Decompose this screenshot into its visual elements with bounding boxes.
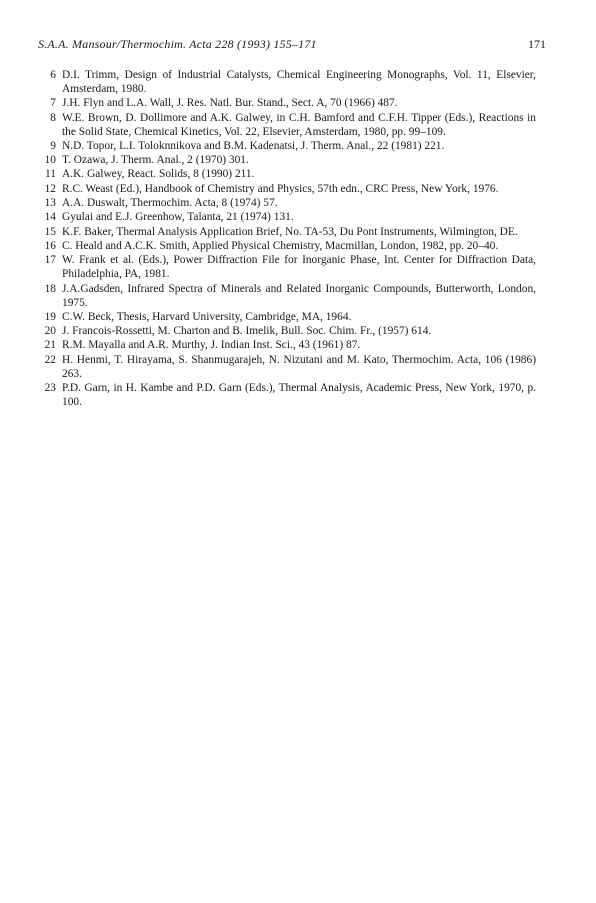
- reference-text: W. Frank et al. (Eds.), Power Diffraction File for Inorganic Phase, Int. Center for Diffraction Data, Philadelphia, PA, 1981.: [62, 254, 536, 281]
- reference-number: 20: [44, 325, 56, 338]
- reference-text: W.E. Brown, D. Dollimore and A.K. Galwey, in C.H. Bamford and C.F.H. Tipper (Eds.), Reactions in the Solid State, Chemical Kinetics, Vol. 22, Elsevier, Amsterdam, 1980, pp. 99–109.: [62, 111, 536, 138]
- running-title: S.A.A. Mansour/Thermochim. Acta 228 (1993) 155–171: [38, 37, 317, 51]
- reference-item: [40, 310, 536, 324]
- reference-number: 21: [44, 339, 56, 352]
- reference-text: A.K. Galwey, React. Solids, 8 (1990) 211.: [62, 168, 255, 181]
- reference-item: [40, 139, 536, 153]
- reference-item: [40, 167, 536, 181]
- reference-text: P.D. Garn, in H. Kambe and P.D. Garn (Eds.), Thermal Analysis, Academic Press, New York, 1970, p. 100.: [62, 382, 536, 409]
- reference-text: C.W. Beck, Thesis, Harvard University, Cambridge, MA, 1964.: [62, 310, 352, 323]
- reference-number: 9: [50, 139, 56, 152]
- reference-item: [40, 111, 536, 139]
- reference-number: 6: [50, 69, 56, 81]
- reference-text: J. Francois-Rossetti, M. Charton and B. Imelik, Bull. Soc. Chim. Fr., (1957) 614.: [62, 325, 432, 338]
- reference-text: K.F. Baker, Thermal Analysis Application Brief, No. TA-53, Du Pont Instruments, Wilmington, DE.: [62, 225, 518, 238]
- reference-text: R.M. Mayalla and A.R. Murthy, J. Indian Inst. Sci., 43 (1961) 87.: [62, 339, 361, 352]
- reference-text: H. Henmi, T. Hirayama, S. Shanmugarajeh, N. Nizutani and M. Kato, Thermochim. Acta, 106 (1986) 263.: [62, 353, 536, 380]
- reference-item: [40, 182, 536, 196]
- reference-number: 18: [44, 282, 56, 295]
- reference-number: 22: [44, 353, 56, 366]
- reference-item: [40, 324, 536, 338]
- reference-number: 23: [44, 382, 56, 395]
- reference-number: 16: [44, 239, 56, 252]
- reference-text: J.H. Flyn and L.A. Wall, J. Res. Natl. Bur. Stand., Sect. A, 70 (1966) 487.: [62, 97, 398, 110]
- reference-item: [40, 196, 536, 210]
- reference-text: T. Ozawa, J. Therm. Anal., 2 (1970) 301.: [62, 154, 249, 167]
- reference-number: 17: [44, 254, 56, 267]
- running-header: [38, 36, 546, 52]
- reference-item: [40, 253, 536, 281]
- reference-text: N.D. Topor, L.I. Toloknnikova and B.M. Kadenatsi, J. Therm. Anal., 22 (1981) 221.: [62, 139, 445, 152]
- reference-text: J.A.Gadsden, Infrared Spectra of Minerals and Related Inorganic Compounds, Butterworth, London, 1975.: [62, 282, 536, 309]
- reference-number: 19: [44, 310, 56, 323]
- reference-item: [40, 282, 536, 310]
- reference-item: [40, 96, 536, 110]
- reference-item: [40, 239, 536, 253]
- reference-number: 12: [44, 182, 56, 195]
- page-number: 171: [528, 37, 546, 51]
- reference-item: [40, 338, 536, 352]
- reference-number: 14: [44, 211, 56, 224]
- reference-item: [40, 210, 536, 224]
- reference-text: Gyulai and E.J. Greenhow, Talanta, 21 (1974) 131.: [62, 211, 294, 224]
- reference-item: [40, 153, 536, 167]
- reference-number: 15: [44, 225, 56, 238]
- reference-item: [40, 353, 536, 381]
- reference-number: 13: [44, 197, 56, 210]
- reference-text: R.C. Weast (Ed.), Handbook of Chemistry and Physics, 57th edn., CRC Press, New York, 1976.: [62, 182, 499, 195]
- reference-text: C. Heald and A.C.K. Smith, Applied Physical Chemistry, Macmillan, London, 1982, pp. 20–40.: [62, 239, 499, 252]
- reference-number: 8: [50, 111, 56, 124]
- reference-item: [40, 225, 536, 239]
- reference-text: A.A. Duswalt, Thermochim. Acta, 8 (1974) 57.: [62, 197, 278, 210]
- reference-text: D.I. Trimm, Design of Industrial Catalysts, Chemical Engineering Monographs, Vol. 11, Elsevier, Amsterdam, 1980.: [62, 69, 536, 95]
- reference-number: 11: [45, 168, 56, 181]
- reference-item: [40, 381, 536, 409]
- reference-number: 10: [44, 154, 56, 167]
- reference-list: [40, 68, 536, 409]
- reference-number: 7: [50, 97, 56, 110]
- reference-item: [40, 68, 536, 96]
